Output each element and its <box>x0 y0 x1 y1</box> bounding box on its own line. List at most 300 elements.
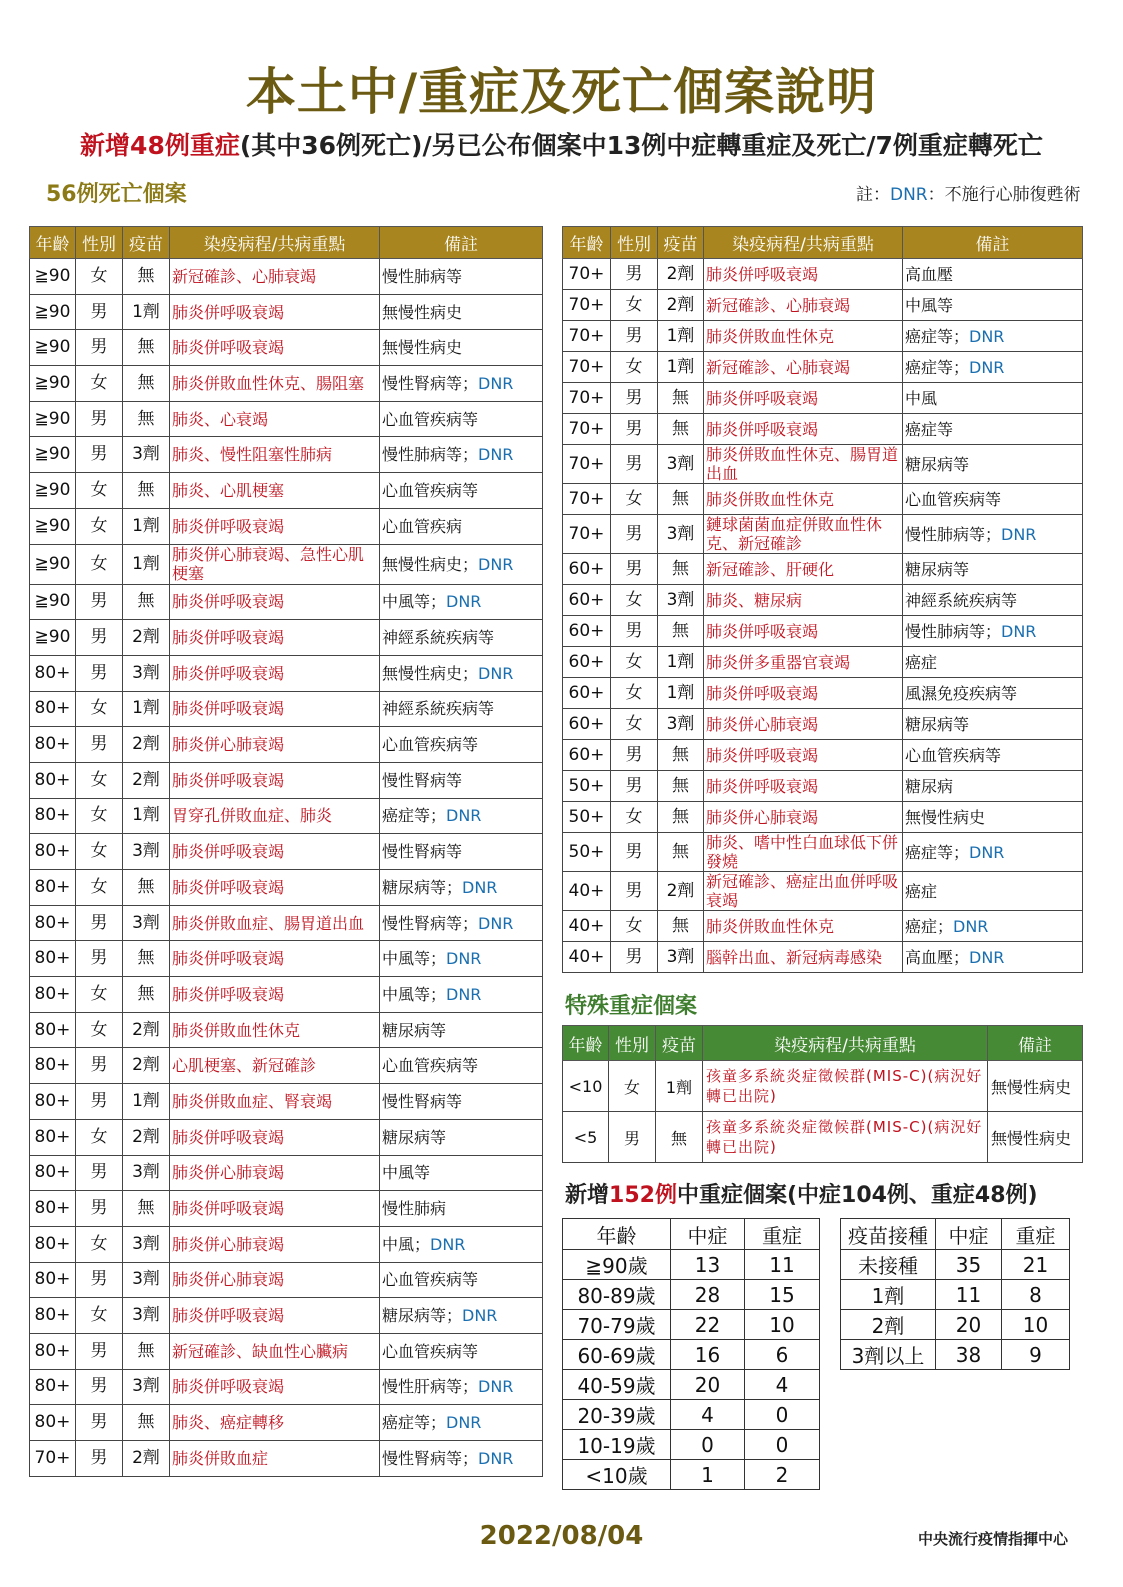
note-text: 慢性腎病等； <box>382 913 479 933</box>
cell-note <box>903 911 1083 942</box>
cell-illness: 肺炎併呼吸衰竭 <box>704 771 903 802</box>
note-text: 中風等； <box>382 984 447 1004</box>
cell-illness: 肺炎併多重器官衰竭 <box>704 647 903 678</box>
cell-sex: 男 <box>76 905 123 941</box>
report-date: 2022/08/04 <box>479 1521 644 1551</box>
stat-cell: 0 <box>745 1400 820 1430</box>
cell-age: 60+ <box>563 740 611 771</box>
cell-vaccine: 無 <box>123 401 170 437</box>
cell-sex: 男 <box>76 1048 123 1084</box>
cell-sex: 男 <box>76 1369 123 1405</box>
dnr-label: DNR <box>446 592 482 612</box>
note-text: 中風等； <box>382 592 447 612</box>
table-row <box>30 294 543 330</box>
cell-vaccine: 3劑 <box>658 709 704 740</box>
cell-sex: 男 <box>611 942 658 973</box>
new-heading-prefix: 新增 <box>565 1183 610 1208</box>
cell-age: 80+ <box>30 1333 76 1369</box>
age-stats-table <box>562 1218 820 1490</box>
cell-sex: 女 <box>76 834 123 870</box>
cell-age: <5 <box>563 1112 609 1163</box>
cell-sex: 男 <box>76 1084 123 1120</box>
cell-sex: 男 <box>76 1191 123 1227</box>
cell-illness: 新冠確診、心肺衰竭 <box>704 290 903 321</box>
stat-cell: 70-79歲 <box>563 1310 671 1340</box>
note-text: 糖尿病等； <box>382 877 463 897</box>
cell-illness: 肺炎併敗血性休克、腸胃道出血 <box>704 445 903 484</box>
note-text: 慢性腎病等 <box>382 770 463 790</box>
cell-age: 80+ <box>30 1084 76 1120</box>
cell-vaccine: 3劑 <box>123 834 170 870</box>
cell-age: 80+ <box>30 655 76 691</box>
cell-vaccine: 2劑 <box>123 1441 170 1477</box>
cell-note <box>380 977 543 1013</box>
cell-vaccine: 無 <box>658 554 704 585</box>
cell-sex: 男 <box>611 833 658 872</box>
table-row <box>30 1012 543 1048</box>
cell-sex: 男 <box>76 1441 123 1477</box>
cell-sex: 男 <box>76 1262 123 1298</box>
cell-age: 40+ <box>563 911 611 942</box>
note-text: 慢性肺病等； <box>905 621 1002 641</box>
table-row <box>563 1400 820 1430</box>
cell-sex: 男 <box>76 1405 123 1441</box>
organization-name: 中央流行疫情指揮中心 <box>918 1530 1069 1548</box>
table-row <box>30 1084 543 1120</box>
col-moderate: 中症 <box>671 1219 745 1250</box>
table-header-row <box>30 227 543 259</box>
cell-note <box>380 330 543 366</box>
cell-sex: 女 <box>611 352 658 383</box>
cell-age: 40+ <box>563 942 611 973</box>
table-row <box>563 802 1083 833</box>
cell-sex: 女 <box>76 798 123 834</box>
note-text: 心血管疾病等 <box>382 409 479 429</box>
cell-vaccine: 2劑 <box>123 1012 170 1048</box>
cell-vaccine: 2劑 <box>123 1048 170 1084</box>
cell-illness: 肺炎、癌症轉移 <box>170 1405 380 1441</box>
table-row <box>563 484 1083 515</box>
cell-vaccine: 無 <box>123 1333 170 1369</box>
note-text: 癌症等； <box>905 326 970 346</box>
dnr-label: DNR <box>478 1448 514 1468</box>
dnr-label: DNR <box>446 949 482 969</box>
subtitle-highlight: 新增48例重症 <box>80 131 240 160</box>
cell-illness: 新冠確診、缺血性心臟病 <box>170 1333 380 1369</box>
dnr-label: DNR <box>1001 621 1037 641</box>
cell-note: 無慢性病史 <box>988 1061 1083 1112</box>
cell-sex: 女 <box>76 1226 123 1262</box>
stat-cell: 20 <box>936 1310 1002 1340</box>
cell-sex: 男 <box>611 554 658 585</box>
note-text: 慢性腎病等； <box>382 373 479 393</box>
note-text: 糖尿病等 <box>382 1127 447 1147</box>
cell-vaccine: 無 <box>658 833 704 872</box>
cell-note <box>903 321 1083 352</box>
table-header-row <box>563 1219 820 1250</box>
cell-age: ≧90 <box>30 620 76 656</box>
cell-age: 50+ <box>563 771 611 802</box>
table-row <box>841 1280 1070 1310</box>
cell-sex: 男 <box>76 294 123 330</box>
note-text: 慢性肺病等； <box>382 445 479 465</box>
table-row <box>30 941 543 977</box>
cell-vaccine: 3劑 <box>123 1262 170 1298</box>
special-cases-heading: 特殊重症個案 <box>565 994 698 1019</box>
cell-sex: 女 <box>611 647 658 678</box>
col-severe: 重症 <box>745 1219 820 1250</box>
cell-illness: 肺炎併心肺衰竭 <box>170 1262 380 1298</box>
cell-sex: 女 <box>611 585 658 616</box>
cell-age: 50+ <box>563 802 611 833</box>
cell-age: 80+ <box>30 727 76 763</box>
cell-sex: 女 <box>609 1061 656 1112</box>
cell-illness: 肺炎併心肺衰竭 <box>170 727 380 763</box>
cell-note <box>380 401 543 437</box>
cell-sex: 女 <box>76 259 123 295</box>
cell-age: 80+ <box>30 1191 76 1227</box>
cell-sex: 女 <box>76 1012 123 1048</box>
cell-note <box>380 1012 543 1048</box>
cell-sex: 女 <box>611 709 658 740</box>
cell-illness: 肺炎併心肺衰竭、急性心肌梗塞 <box>170 544 380 584</box>
cell-note <box>903 872 1083 911</box>
table-row <box>30 1369 543 1405</box>
cell-illness: 肺炎、慢性阻塞性肺病 <box>170 437 380 473</box>
cell-age: 70+ <box>563 414 611 445</box>
death-cases-table-right <box>562 226 1083 973</box>
cell-sex: 女 <box>76 870 123 906</box>
stat-cell: 8 <box>1002 1280 1070 1310</box>
col-vaccine: 疫苗 <box>658 227 704 259</box>
note-text: 慢性肝病等； <box>382 1377 479 1397</box>
note-text: 糖尿病等； <box>382 1306 463 1326</box>
stat-cell: 60-69歲 <box>563 1340 671 1370</box>
cell-illness: 心肌梗塞、新冠確診 <box>170 1048 380 1084</box>
cell-vaccine: 無 <box>123 1191 170 1227</box>
special-cases-table <box>562 1025 1083 1163</box>
table-row <box>30 1191 543 1227</box>
cell-age: 60+ <box>563 647 611 678</box>
stat-cell: 38 <box>936 1340 1002 1370</box>
note-text: 風濕免疫疾病等 <box>905 683 1018 703</box>
cell-vaccine: 無 <box>123 870 170 906</box>
cell-note <box>903 554 1083 585</box>
table-row <box>563 1340 820 1370</box>
stat-cell: 13 <box>671 1250 745 1280</box>
cell-age: 80+ <box>30 1369 76 1405</box>
note-text: 神經系統疾病等 <box>382 628 495 648</box>
cell-vaccine: 1劑 <box>123 294 170 330</box>
cell-sex: 男 <box>611 771 658 802</box>
page-title: 本土中/重症及死亡個案說明 <box>245 63 878 121</box>
cell-age: 70+ <box>30 1441 76 1477</box>
cell-vaccine: 2劑 <box>658 872 704 911</box>
cell-age: 80+ <box>30 941 76 977</box>
dnr-label: DNR <box>446 806 482 826</box>
new-cases-heading <box>565 1178 1038 1209</box>
dnr-label: DNR <box>478 913 514 933</box>
note-text: 糖尿病 <box>905 776 954 796</box>
table-row <box>563 321 1083 352</box>
note-text: 心血管疾病等 <box>382 1056 479 1076</box>
table-row <box>563 290 1083 321</box>
table-row <box>563 383 1083 414</box>
table-row <box>30 691 543 727</box>
cell-age: 80+ <box>30 1048 76 1084</box>
cell-illness: 肺炎併呼吸衰竭 <box>704 616 903 647</box>
cell-age: 60+ <box>563 616 611 647</box>
vaccine-stats-table <box>840 1218 1070 1370</box>
cell-note <box>903 678 1083 709</box>
cell-vaccine: 3劑 <box>123 1155 170 1191</box>
table-row <box>563 740 1083 771</box>
stat-cell: 0 <box>745 1430 820 1460</box>
dnr-label: DNR <box>478 373 514 393</box>
cell-note <box>380 1405 543 1441</box>
cell-note <box>380 1298 543 1334</box>
table-row <box>563 771 1083 802</box>
cell-age: ≧90 <box>30 330 76 366</box>
cell-age: 70+ <box>563 383 611 414</box>
cell-age: 70+ <box>563 515 611 554</box>
note-text: 癌症等； <box>905 842 970 862</box>
cell-vaccine: 3劑 <box>658 942 704 973</box>
stat-cell: 6 <box>745 1340 820 1370</box>
col-note: 備註 <box>988 1026 1083 1061</box>
note-text: 心血管疾病等 <box>905 489 1002 509</box>
cell-sex: 女 <box>611 678 658 709</box>
dnr-label: DNR <box>969 326 1005 346</box>
stat-cell: 9 <box>1002 1340 1070 1370</box>
cell-illness: 新冠確診、心肺衰竭 <box>704 352 903 383</box>
cell-vaccine: 1劑 <box>658 678 704 709</box>
table-row <box>563 616 1083 647</box>
dnr-label: DNR <box>969 947 1005 967</box>
table-row <box>563 445 1083 484</box>
cell-vaccine: 2劑 <box>123 1119 170 1155</box>
cell-illness: 肺炎併呼吸衰竭 <box>170 1369 380 1405</box>
cell-note <box>903 414 1083 445</box>
cell-vaccine: 無 <box>658 911 704 942</box>
table-row <box>30 584 543 620</box>
table-row <box>563 259 1083 290</box>
cell-note <box>380 544 543 584</box>
cell-illness: 肺炎併心肺衰竭 <box>170 1155 380 1191</box>
cell-illness: 肺炎併呼吸衰竭 <box>170 1191 380 1227</box>
cell-illness: 鏈球菌菌血症併敗血性休克、新冠確診 <box>704 515 903 554</box>
cell-illness: 肺炎、嗜中性白血球低下併發燒 <box>704 833 903 872</box>
dnr-label: DNR <box>478 554 514 574</box>
stat-cell: 10 <box>745 1310 820 1340</box>
cell-illness: 肺炎併敗血性休克 <box>704 911 903 942</box>
death-cases-body-left <box>30 259 543 1477</box>
col-age: 年齡 <box>30 227 76 259</box>
cell-illness: 肺炎、心衰竭 <box>170 401 380 437</box>
cell-note <box>903 771 1083 802</box>
cell-age: 80+ <box>30 691 76 727</box>
note-text: 慢性腎病等 <box>382 842 463 862</box>
cell-illness: 肺炎併呼吸衰竭 <box>170 762 380 798</box>
cell-sex: 男 <box>609 1112 656 1163</box>
table-row <box>563 1061 1083 1112</box>
cell-note <box>380 259 543 295</box>
table-row <box>30 977 543 1013</box>
note-text: 癌症等 <box>905 419 954 439</box>
dnr-label: DNR <box>462 877 498 897</box>
dnr-label: DNR <box>1001 524 1037 544</box>
cell-vaccine: 無 <box>123 941 170 977</box>
cell-note <box>380 1084 543 1120</box>
note-text: 神經系統疾病等 <box>382 699 495 719</box>
table-row <box>563 1112 1083 1163</box>
cell-age: ≧90 <box>30 294 76 330</box>
cell-vaccine: 2劑 <box>658 259 704 290</box>
stat-cell: 未接種 <box>841 1250 936 1280</box>
cell-vaccine: 無 <box>123 366 170 402</box>
cell-age: ≧90 <box>30 259 76 295</box>
cell-age: 80+ <box>30 1405 76 1441</box>
cell-age: ≧90 <box>30 401 76 437</box>
cell-illness: 肺炎併呼吸衰竭 <box>704 259 903 290</box>
cell-note <box>380 1262 543 1298</box>
note-text: 癌症等； <box>905 357 970 377</box>
note-text: 癌症； <box>905 916 954 936</box>
cell-age: 70+ <box>563 290 611 321</box>
cell-age: ≧90 <box>30 508 76 544</box>
cell-sex: 女 <box>76 762 123 798</box>
table-row <box>30 544 543 584</box>
cell-age: <10 <box>563 1061 609 1112</box>
col-vaccine: 疫苗 <box>123 227 170 259</box>
note-text: 神經系統疾病等 <box>905 590 1018 610</box>
cell-note <box>903 585 1083 616</box>
table-row <box>30 1119 543 1155</box>
cell-illness: 肺炎併呼吸衰竭 <box>170 584 380 620</box>
stat-cell: 1劑 <box>841 1280 936 1310</box>
cell-sex: 女 <box>76 544 123 584</box>
cell-note <box>380 1155 543 1191</box>
stat-cell: 10-19歲 <box>563 1430 671 1460</box>
table-row <box>30 508 543 544</box>
cell-vaccine: 2劑 <box>123 620 170 656</box>
col-illness: 染疫病程/共病重點 <box>703 1026 988 1061</box>
cell-age: 80+ <box>30 798 76 834</box>
cell-vaccine: 3劑 <box>658 515 704 554</box>
note-text: 慢性腎病等； <box>382 1448 479 1468</box>
cell-note <box>380 798 543 834</box>
cell-note <box>380 1191 543 1227</box>
stat-cell: 22 <box>671 1310 745 1340</box>
cell-vaccine: 1劑 <box>123 691 170 727</box>
table-row <box>841 1250 1070 1280</box>
stat-cell: 4 <box>745 1370 820 1400</box>
cell-illness: 新冠確診、心肺衰竭 <box>170 259 380 295</box>
cell-vaccine: 3劑 <box>123 437 170 473</box>
cell-note: 無慢性病史 <box>988 1112 1083 1163</box>
table-row <box>30 1333 543 1369</box>
cell-illness: 肺炎併心肺衰竭 <box>704 709 903 740</box>
cell-age: 80+ <box>30 1119 76 1155</box>
dnr-note-suffix: ：不施行心肺復甦術 <box>927 185 1081 205</box>
cell-vaccine: 1劑 <box>658 321 704 352</box>
table-row <box>841 1310 1070 1340</box>
cell-sex: 男 <box>611 616 658 647</box>
cell-age: ≧90 <box>30 473 76 509</box>
cell-sex: 女 <box>76 691 123 727</box>
note-text: 無慢性病史 <box>382 338 463 358</box>
cell-vaccine: 無 <box>123 259 170 295</box>
cell-illness: 肺炎併呼吸衰竭 <box>170 977 380 1013</box>
note-text: 慢性肺病 <box>382 1199 447 1219</box>
cell-age: 80+ <box>30 905 76 941</box>
cell-note <box>380 1441 543 1477</box>
table-row <box>30 727 543 763</box>
table-row <box>563 647 1083 678</box>
cell-illness: 肺炎併敗血性休克、腸阻塞 <box>170 366 380 402</box>
cell-vaccine: 無 <box>658 740 704 771</box>
cell-note <box>903 942 1083 973</box>
stat-cell: 15 <box>745 1280 820 1310</box>
cell-note <box>903 445 1083 484</box>
cell-vaccine: 無 <box>123 1405 170 1441</box>
col-sex: 性別 <box>76 227 123 259</box>
cell-age: 70+ <box>563 484 611 515</box>
stat-cell: 16 <box>671 1340 745 1370</box>
cell-vaccine: 1劑 <box>123 508 170 544</box>
col-illness: 染疫病程/共病重點 <box>704 227 903 259</box>
cell-illness: 肺炎併呼吸衰竭 <box>704 414 903 445</box>
cell-sex: 女 <box>611 911 658 942</box>
cell-illness: 孩童多系統炎症徵候群(MIS-C)(病況好轉已出院) <box>703 1061 988 1112</box>
cell-sex: 女 <box>76 508 123 544</box>
cell-illness: 肺炎併呼吸衰竭 <box>704 740 903 771</box>
cell-vaccine: 3劑 <box>123 1298 170 1334</box>
cell-sex: 男 <box>611 414 658 445</box>
cell-note <box>380 727 543 763</box>
cell-vaccine: 3劑 <box>123 655 170 691</box>
cell-vaccine: 無 <box>658 616 704 647</box>
cell-sex: 男 <box>611 515 658 554</box>
table-row <box>30 798 543 834</box>
table-row <box>30 905 543 941</box>
cell-sex: 女 <box>611 290 658 321</box>
table-row <box>30 1155 543 1191</box>
special-cases-body <box>563 1061 1083 1163</box>
col-vaccine: 疫苗 <box>656 1026 703 1061</box>
table-row <box>30 473 543 509</box>
cell-sex: 男 <box>76 401 123 437</box>
cell-note <box>903 484 1083 515</box>
cell-vaccine: 1劑 <box>656 1061 703 1112</box>
cell-sex: 男 <box>76 1333 123 1369</box>
note-text: 癌症 <box>905 652 938 672</box>
note-text: 心血管疾病 <box>382 516 463 536</box>
subtitle-rest: (其中36例死亡)/另已公布個案中13例中症轉重症及死亡/7例重症轉死亡 <box>239 131 1043 160</box>
col-vaccination: 疫苗接種 <box>841 1219 936 1250</box>
cell-vaccine: 無 <box>123 977 170 1013</box>
table-row <box>563 1310 820 1340</box>
cell-illness: 肺炎併敗血症 <box>170 1441 380 1477</box>
dnr-label: DNR <box>430 1234 466 1254</box>
cell-vaccine: 2劑 <box>123 762 170 798</box>
col-age: 年齡 <box>563 1026 609 1061</box>
cell-age: 80+ <box>30 870 76 906</box>
cell-vaccine: 1劑 <box>658 647 704 678</box>
table-header-row <box>563 1026 1083 1061</box>
cell-illness: 新冠確診、肝硬化 <box>704 554 903 585</box>
cell-illness: 新冠確診、癌症出血併呼吸衰竭 <box>704 872 903 911</box>
